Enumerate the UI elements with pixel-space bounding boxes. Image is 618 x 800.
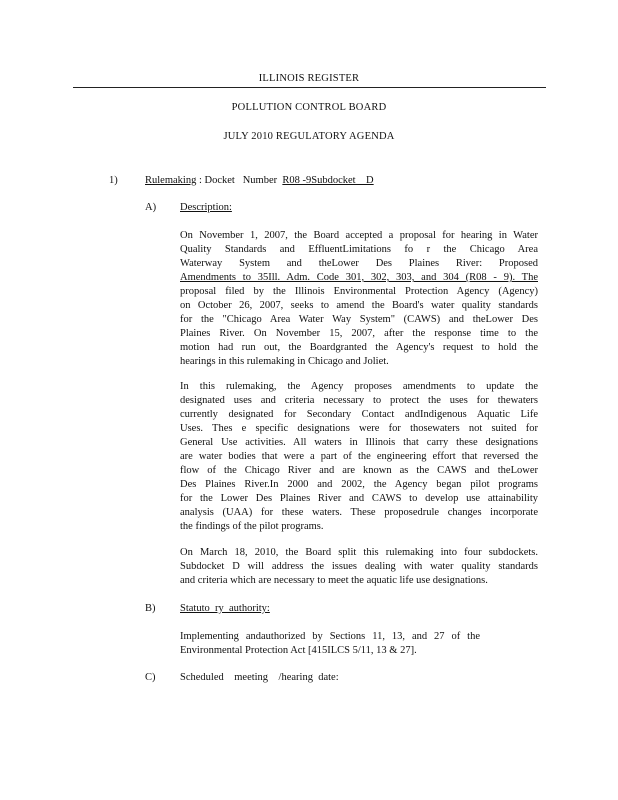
rulemaking-label: Rulemaking	[145, 175, 197, 186]
item-title	[145, 175, 374, 186]
text-line: In this rulemaking, the Agency proposes amendments to update the	[180, 381, 538, 392]
header-agenda: JULY 2010 REGULATORY AGENDA	[223, 131, 395, 142]
text-line: on October 26, 2007, seeks to amend the Board's water quality standards	[180, 300, 538, 311]
text-line: Des Plaines River.In 2000 and 2002, the Agency began pilot programs	[180, 479, 538, 490]
section-c-letter: C)	[145, 672, 156, 683]
text-line: Amendments to 35Ill. Adm. Code 301, 302, 303, and 304 (R08 - 9). The	[180, 272, 538, 283]
text-line: Uses. Thes e specific designations were for thosewaters not suited for	[180, 423, 538, 434]
header-register: ILLINOIS REGISTER	[258, 73, 360, 84]
text-line: are water bodies that were a part of the engineering effort that reversed the	[180, 451, 538, 462]
section-c-heading: Scheduled meeting /hearing date:	[180, 672, 339, 683]
text-line: for the "Chicago Area Water Way System" (CAWS) and theLower Des	[180, 314, 538, 325]
text-line: the findings of the pilot programs.	[180, 521, 324, 532]
text-line: designated uses and criteria necessary to protect the uses for thewaters	[180, 395, 538, 406]
text-line: General Use activities. All waters in Illinois that carry these designations	[180, 437, 538, 448]
docket-number: R08 -9Subdocket D	[282, 175, 374, 186]
authority-paragraph	[180, 630, 480, 658]
text-line: analysis (UAA) for these waters. These proposedrule changes incorporate	[180, 507, 538, 518]
text-line: Waterway System and theLower Des Plaines River: Proposed	[180, 258, 538, 269]
text-line: Implementing andauthorized by Sections 11, 13, and 27 of the	[180, 631, 480, 642]
text-line: flow of the Chicago River and are known as the CAWS and theLower	[180, 465, 538, 476]
text-line: hearings in this rulemaking in Chicago and Joliet.	[180, 356, 389, 367]
text-line: On March 18, 2010, the Board split this rulemaking into four subdockets.	[180, 547, 538, 558]
text-line: motion had run out, the Boardgranted the Agency's request to hold the	[180, 342, 538, 353]
text-line: currently designated for Secondary Contact andIndigenous Aquatic Life	[180, 409, 538, 420]
docket-text: : Docket Number	[196, 175, 283, 186]
header-board: POLLUTION CONTROL BOARD	[231, 102, 387, 113]
section-b-heading: Statuto ry authority:	[180, 603, 270, 614]
section-a-heading: Description:	[180, 202, 232, 213]
description-paragraph-2	[180, 380, 538, 534]
text-line: Quality Standards and EffluentLimitations fo r the Chicago Area	[180, 244, 538, 255]
section-a-letter: A)	[145, 202, 157, 213]
text-line: Environmental Protection Act [415ILCS 5/11, 13 & 27].	[180, 645, 417, 656]
item-number: 1)	[109, 175, 118, 186]
section-b-letter: B)	[145, 603, 156, 614]
text-line: for the Lower Des Plaines River and CAWS to develop use attainability	[180, 493, 538, 504]
header-rule	[73, 87, 546, 88]
text-line: and criteria which are necessary to meet the aquatic life use designations.	[180, 575, 488, 586]
description-paragraph-1	[180, 229, 538, 369]
text-line: Subdocket D will address the issues dealing with water quality standards	[180, 561, 538, 572]
text-line: On November 1, 2007, the Board accepted a proposal for hearing in Water	[180, 230, 538, 241]
description-paragraph-3	[180, 546, 538, 588]
text-line: Plaines River. On November 15, 2007, after the response time to the	[180, 328, 538, 339]
text-line: proposal filed by the Illinois Environmental Protection Agency (Agency)	[180, 286, 538, 297]
